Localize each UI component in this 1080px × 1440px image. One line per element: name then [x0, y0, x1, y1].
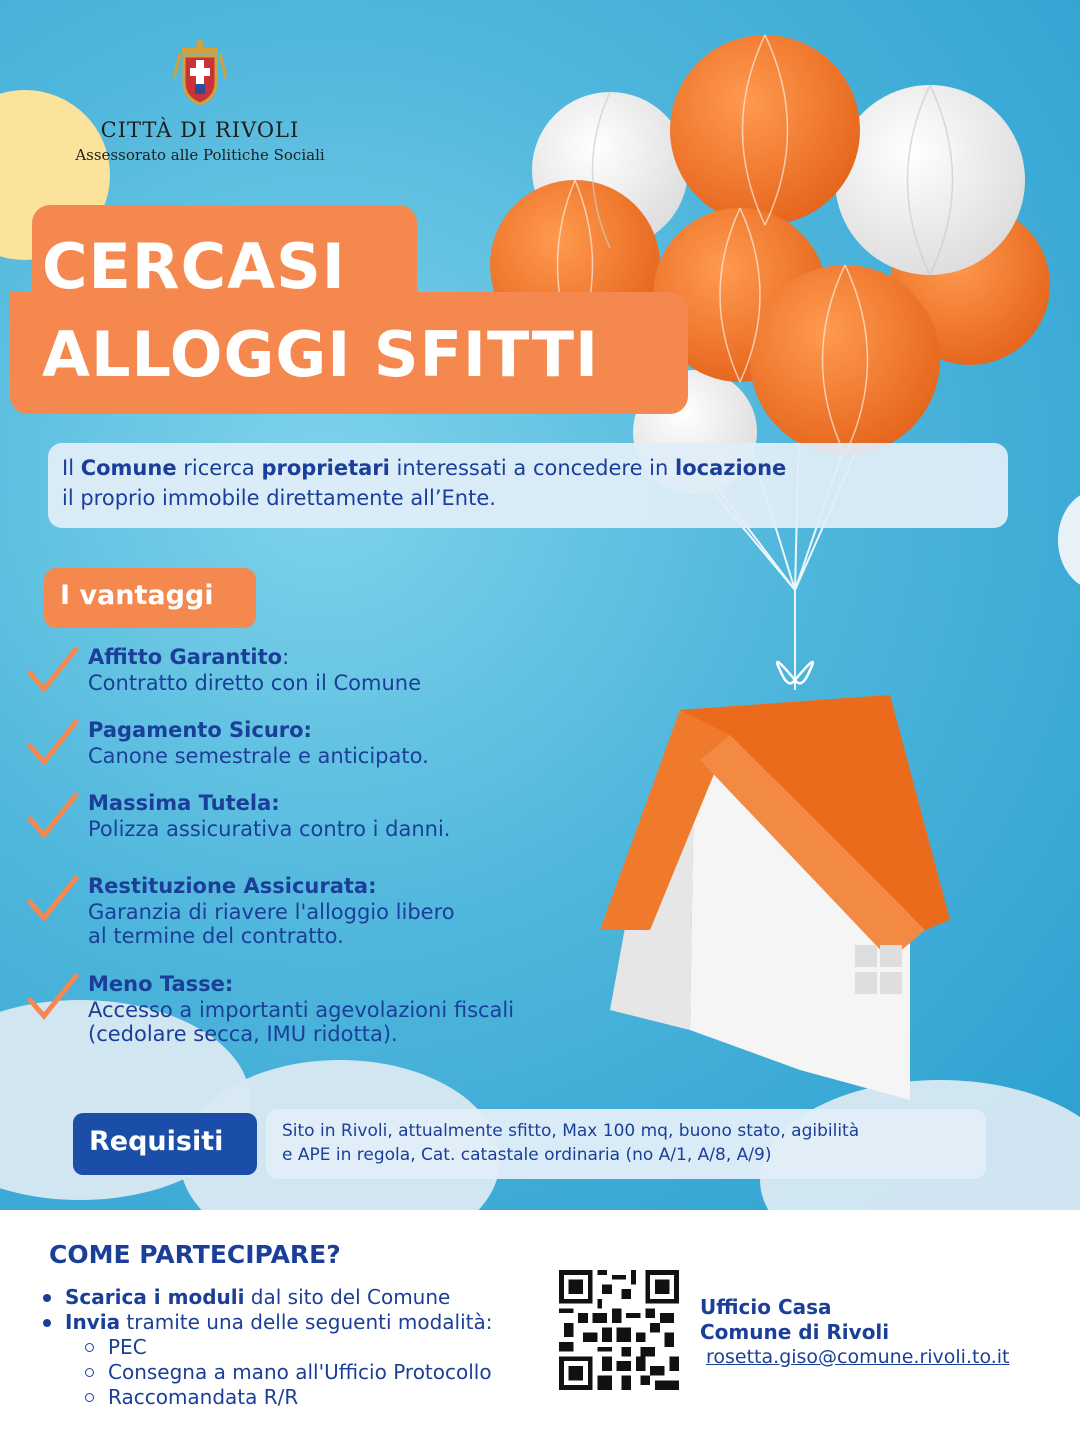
balloons-house-illustration: [470, 30, 1080, 1130]
title-line-1: CERCASI: [42, 230, 346, 303]
checkmark-icon: [26, 972, 82, 1022]
step-item: [40, 1285, 493, 1310]
checkmark-icon: [26, 645, 82, 695]
intro-line-2: il proprio immobile direttamente all’Ente.: [62, 486, 496, 510]
intro-bold-comune: Comune: [80, 456, 177, 480]
benefit-desc-line: al termine del contratto.: [88, 924, 344, 948]
benefit-description: Polizza assicurativa contro i danni.: [88, 817, 451, 841]
benefit-desc-line: Garanzia di riavere l'alloggio libero: [88, 900, 455, 924]
crest-icon: [170, 38, 230, 108]
city-name: CITTÀ DI RIVOLI: [100, 118, 300, 142]
bullet-icon: [43, 1319, 51, 1327]
requirements-line: e APE in regola, Cat. catastale ordinaria (no A/1, A/8, A/9): [282, 1145, 772, 1165]
step-bold: Scarica i moduli: [65, 1285, 245, 1309]
intro-part: interessati a concedere in: [389, 456, 675, 480]
requirements-text: [266, 1109, 986, 1179]
benefit-title: Meno Tasse:: [88, 972, 234, 996]
benefit-description: Contratto diretto con il Comune: [88, 671, 422, 695]
step-text: tramite una delle seguenti modalità:: [120, 1310, 493, 1334]
intro-bold-proprietari: proprietari: [261, 456, 390, 480]
checkmark-icon: [26, 718, 82, 768]
step-bold: Invia: [65, 1310, 121, 1334]
office-line: Comune di Rivoli: [700, 1320, 890, 1344]
intro-part: ricerca: [176, 456, 262, 480]
qr-code-icon[interactable]: [559, 1270, 679, 1390]
office-line: Ufficio Casa: [700, 1295, 832, 1319]
benefit-desc-line: (cedolare secca, IMU ridotta).: [88, 1022, 398, 1046]
participate-steps: [40, 1285, 493, 1410]
step-option: Raccomandata R/R: [40, 1385, 493, 1410]
ring-bullet-icon: [85, 1393, 94, 1402]
checkmark-icon: [26, 791, 82, 841]
requirements-label: Requisiti: [73, 1113, 257, 1175]
title-line-2: ALLOGGI SFITTI: [42, 318, 600, 391]
intro-bold-locazione: locazione: [675, 456, 787, 480]
ring-bullet-icon: [85, 1343, 94, 1352]
department-name: Assessorato alle Politiche Sociali: [75, 146, 325, 164]
benefits-heading: I vantaggi: [44, 568, 256, 628]
bullet-icon: [43, 1294, 51, 1302]
intro-text: [48, 443, 1008, 528]
participate-heading: COME PARTECIPARE?: [49, 1240, 341, 1269]
benefit-description: Canone semestrale e anticipato.: [88, 744, 429, 768]
benefit-desc-line: Accesso a importanti agevolazioni fiscali: [88, 998, 515, 1022]
email-link[interactable]: rosetta.giso@comune.rivoli.to.it: [706, 1346, 1010, 1368]
step-item: [40, 1310, 493, 1335]
benefit-description: [88, 998, 648, 1046]
benefit-title: Massima Tutela:: [88, 791, 280, 815]
benefit-description: [88, 900, 648, 948]
office-name: [700, 1295, 889, 1345]
step-option: Consegna a mano all'Ufficio Protocollo: [40, 1360, 493, 1385]
requirements-line: Sito in Rivoli, attualmente sfitto, Max 100 mq, buono stato, agibilità: [282, 1121, 860, 1141]
ring-bullet-icon: [85, 1368, 94, 1377]
intro-part: Il: [62, 456, 81, 480]
benefit-title: Pagamento Sicuro:: [88, 718, 312, 742]
step-text: dal sito del Comune: [244, 1285, 451, 1309]
city-logo: [60, 38, 340, 164]
checkmark-icon: [26, 874, 82, 924]
benefit-title: Affitto Garantito:: [88, 645, 290, 669]
benefit-title: Restituzione Assicurata:: [88, 874, 377, 898]
step-option: PEC: [40, 1335, 493, 1360]
